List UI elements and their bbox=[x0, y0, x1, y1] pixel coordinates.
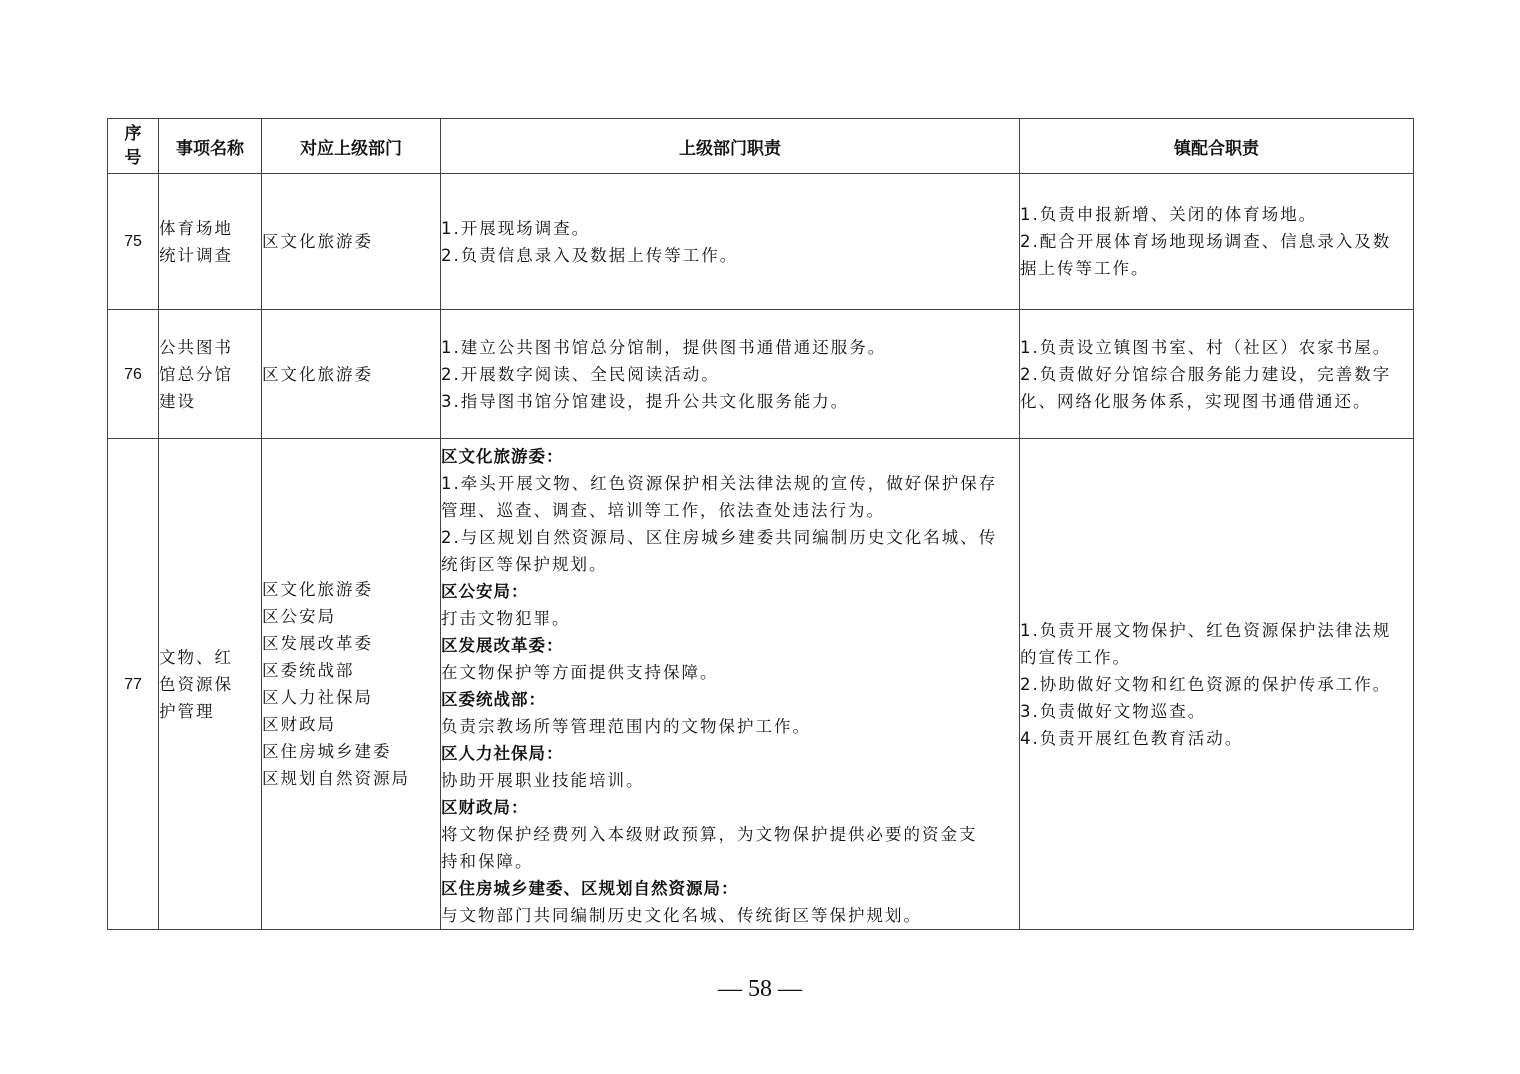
header-seq-line-2: 号 bbox=[124, 148, 142, 168]
dept-name: 区公安局 bbox=[262, 607, 336, 626]
town-duty-line: 1.负责申报新增、关闭的体育场地。 bbox=[1020, 205, 1318, 224]
page-number: — 58 — bbox=[718, 976, 802, 1002]
dept-name: 区住房城乡建委 bbox=[262, 742, 392, 761]
duty-line: 统街区等保护规划。 bbox=[441, 555, 608, 574]
dept-heading: 区财政局： bbox=[441, 798, 529, 817]
dept-name: 区文化旅游委 bbox=[262, 232, 373, 251]
dept-heading: 区发展改革委： bbox=[441, 636, 564, 655]
dept-heading: 区公安局： bbox=[441, 582, 529, 601]
dept-name: 区人力社保局 bbox=[262, 688, 373, 707]
header-item-name: 事项名称 bbox=[159, 119, 262, 174]
row-number: 75 bbox=[108, 174, 159, 310]
superior-duty bbox=[441, 439, 1020, 930]
dept-heading: 区住房城乡建委、区规划自然资源局： bbox=[441, 879, 739, 898]
header-seq-line-1: 序 bbox=[124, 124, 142, 144]
dept-heading: 区委统战部： bbox=[441, 690, 546, 709]
town-duty-line: 据上传等工作。 bbox=[1020, 259, 1150, 278]
town-duty bbox=[1020, 310, 1414, 439]
town-duty-line: 的宣传工作。 bbox=[1020, 647, 1131, 667]
town-duty-line: 3.负责做好文物巡查。 bbox=[1020, 701, 1207, 721]
superior-duty bbox=[441, 174, 1020, 310]
item-name-line: 体育场地 bbox=[159, 218, 233, 238]
dept-heading: 区人力社保局： bbox=[441, 744, 564, 763]
dept-name: 区委统战部 bbox=[262, 661, 355, 680]
duty-line: 持和保障。 bbox=[441, 852, 534, 871]
town-duty-line: 2.协助做好文物和红色资源的保护传承工作。 bbox=[1020, 674, 1392, 694]
duty-line: 打击文物犯罪。 bbox=[441, 609, 571, 628]
town-duty-line: 2.配合开展体育场地现场调查、信息录入及数 bbox=[1020, 232, 1392, 251]
duty-line: 在文物保护等方面提供支持保障。 bbox=[441, 663, 719, 682]
duty-table bbox=[107, 118, 1414, 930]
duty-line: 协助开展职业技能培训。 bbox=[441, 771, 645, 790]
town-duty-line: 4.负责开展红色教育活动。 bbox=[1020, 728, 1244, 748]
superior-dept bbox=[262, 174, 441, 310]
table-row bbox=[108, 439, 1414, 930]
superior-dept bbox=[262, 439, 441, 930]
item-name-line: 建设 bbox=[159, 391, 196, 411]
duty-line: 2.负责信息录入及数据上传等工作。 bbox=[441, 245, 739, 265]
duty-line: 2.开展数字阅读、全民阅读活动。 bbox=[441, 364, 720, 384]
duty-line: 1.牵头开展文物、红色资源保护相关法律法规的宣传，做好保护保存 bbox=[441, 474, 998, 493]
row-number: 76 bbox=[108, 310, 159, 439]
town-duty-line: 1.负责开展文物保护、红色资源保护法律法规 bbox=[1020, 620, 1392, 640]
table-row bbox=[108, 174, 1414, 310]
town-duty-line: 化、网络化服务体系，实现图书通借通还。 bbox=[1020, 391, 1372, 411]
duty-line: 1.开展现场调查。 bbox=[441, 218, 591, 238]
superior-dept bbox=[262, 310, 441, 439]
item-name bbox=[159, 310, 262, 439]
duty-line: 将文物保护经费列入本级财政预算，为文物保护提供必要的资金支 bbox=[441, 825, 978, 844]
header-seq bbox=[108, 119, 159, 174]
item-name-line: 公共图书 bbox=[159, 337, 233, 357]
header-town-duty: 镇配合职责 bbox=[1020, 119, 1414, 174]
duty-line: 管理、巡查、调查、培训等工作，依法查处违法行为。 bbox=[441, 501, 885, 520]
item-name-line: 色资源保 bbox=[159, 674, 233, 694]
item-name-line: 馆总分馆 bbox=[159, 364, 233, 384]
dept-name: 区发展改革委 bbox=[262, 634, 373, 653]
row-number: 77 bbox=[108, 439, 159, 930]
town-duty bbox=[1020, 174, 1414, 310]
town-duty-line: 1.负责设立镇图书室、村（社区）农家书屋。 bbox=[1020, 337, 1392, 357]
table-row bbox=[108, 310, 1414, 439]
dept-heading: 区文化旅游委： bbox=[441, 447, 564, 466]
duty-line: 与文物部门共同编制历史文化名城、传统街区等保护规划。 bbox=[441, 906, 922, 925]
duty-line: 1.建立公共图书馆总分馆制，提供图书通借通还服务。 bbox=[441, 337, 887, 357]
town-duty-line: 2.负责做好分馆综合服务能力建设，完善数字 bbox=[1020, 364, 1392, 384]
header-superior-duty: 上级部门职责 bbox=[441, 119, 1020, 174]
duty-line: 3.指导图书馆分馆建设，提升公共文化服务能力。 bbox=[441, 391, 850, 411]
town-duty bbox=[1020, 439, 1414, 930]
item-name bbox=[159, 439, 262, 930]
item-name-line: 统计调查 bbox=[159, 245, 233, 265]
duty-line: 负责宗教场所等管理范围内的文物保护工作。 bbox=[441, 717, 811, 736]
item-name-line: 文物、红 bbox=[159, 647, 233, 667]
table-header-row bbox=[108, 119, 1414, 174]
header-superior-dept: 对应上级部门 bbox=[262, 119, 441, 174]
dept-name: 区财政局 bbox=[262, 715, 336, 734]
dept-name: 区规划自然资源局 bbox=[262, 769, 410, 788]
item-name-line: 护管理 bbox=[159, 701, 215, 721]
superior-duty bbox=[441, 310, 1020, 439]
duty-line: 2.与区规划自然资源局、区住房城乡建委共同编制历史文化名城、传 bbox=[441, 528, 998, 547]
dept-name: 区文化旅游委 bbox=[262, 364, 373, 384]
item-name bbox=[159, 174, 262, 310]
dept-name: 区文化旅游委 bbox=[262, 580, 373, 599]
